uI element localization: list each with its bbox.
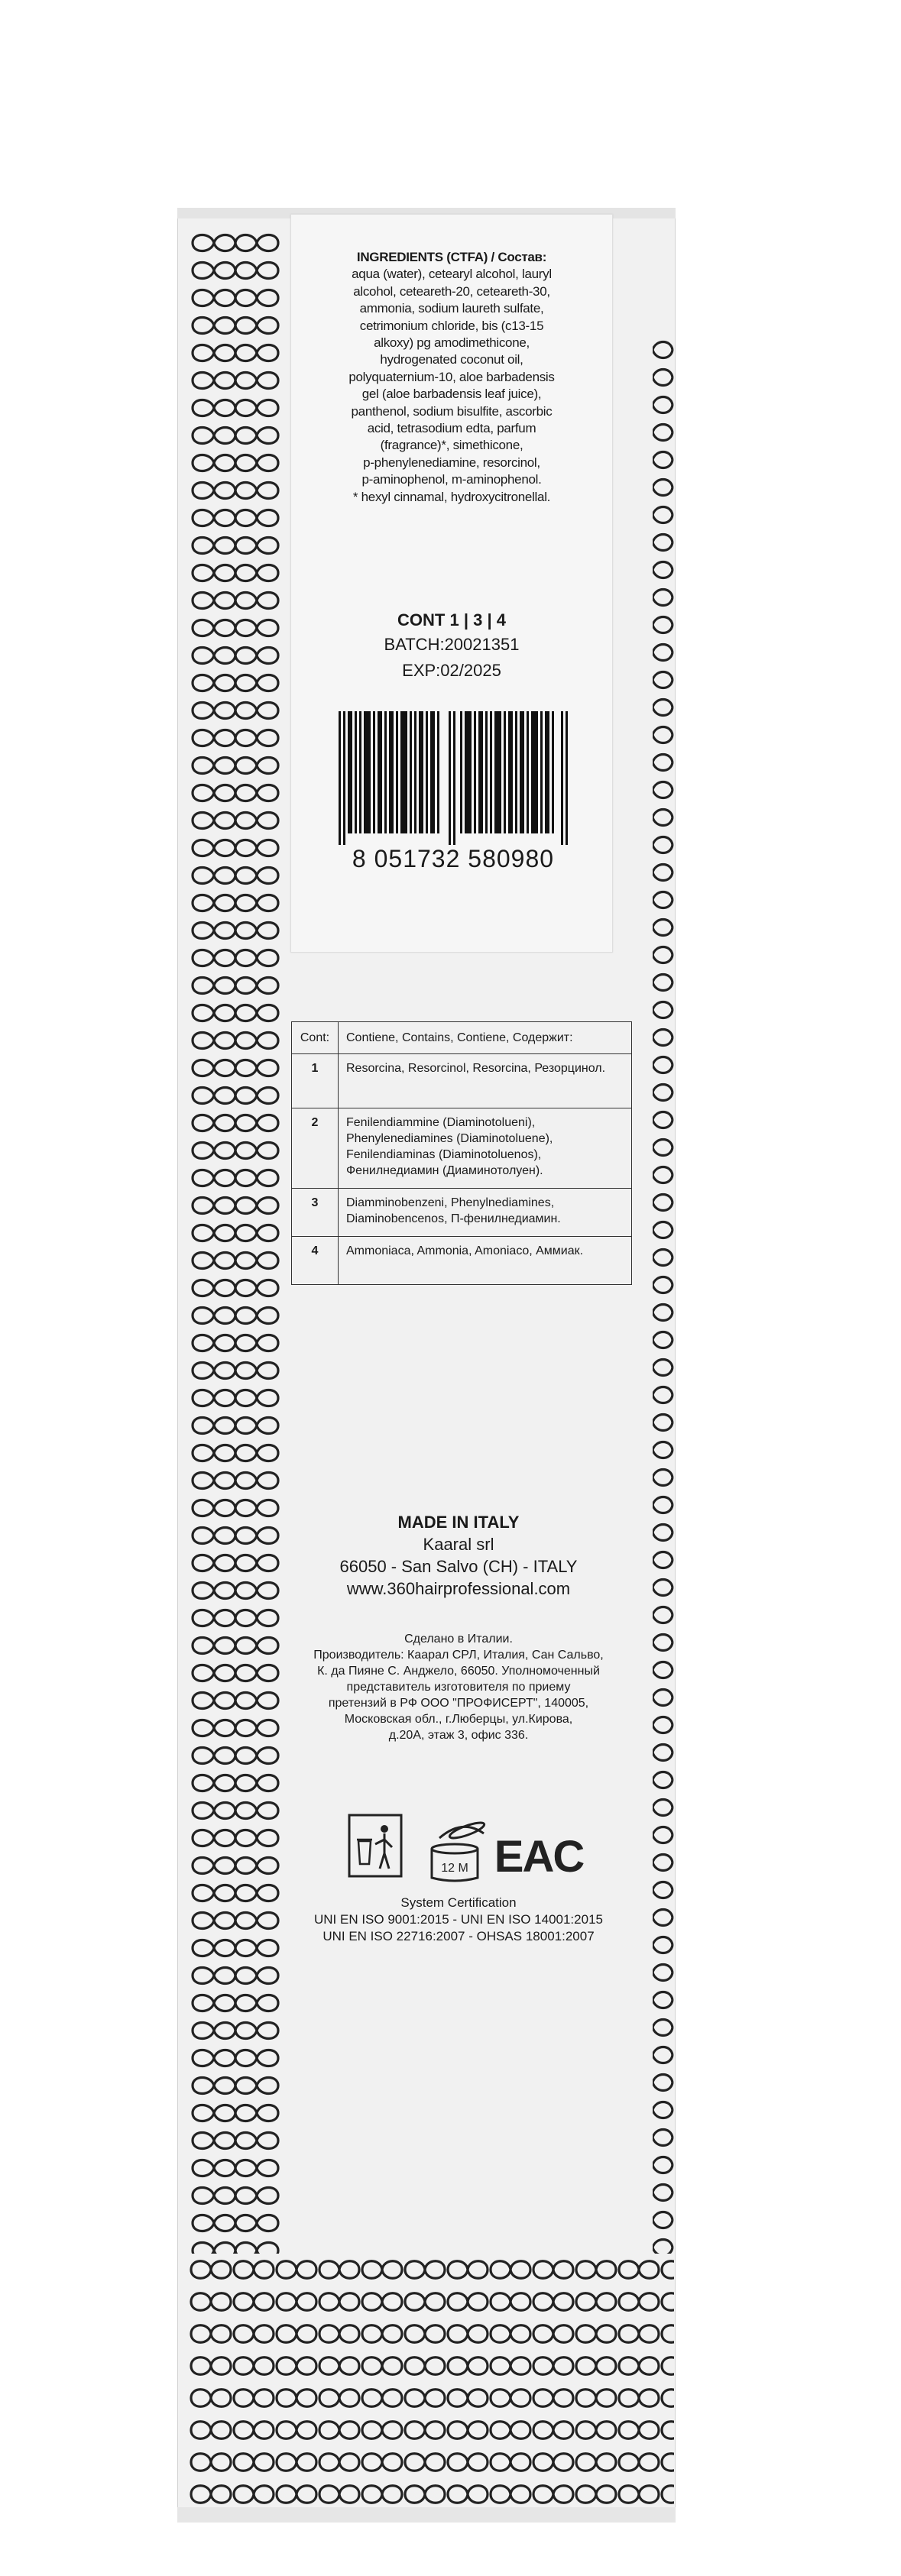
table-header-row: [292, 1022, 632, 1054]
company-website: www.360hairprofessional.com: [346, 1579, 571, 1598]
ingredients-line: p-phenylenediamine, resorcinol,: [363, 455, 540, 470]
ru-line: Сделано в Италии.: [404, 1633, 513, 1646]
symbols-row: [348, 1811, 592, 1887]
table-header-contains: Contiene, Contains, Contiene, Содержит:: [339, 1022, 632, 1054]
certification-line: UNI EN ISO 22716:2007 - OHSAS 18001:2007: [322, 1929, 595, 1943]
row-text: Fenilendiammine (Diaminotolueni), Phenylenediamines (Diaminotoluene), Fenilendiaminas (Diaminotoluenos), Фенилнедиамин (Диаминотолуен).: [339, 1108, 632, 1189]
table-row: [292, 1108, 632, 1189]
trash-bin-person-icon: [349, 1815, 401, 1876]
ru-line: представитель изготовителя по приему: [346, 1681, 571, 1694]
right-loop-pattern: [653, 336, 674, 2254]
row-number: 4: [292, 1237, 339, 1285]
row-text: Ammoniaca, Ammonia, Amoniaco, Аммиак.: [339, 1237, 632, 1285]
ingredient-label: [290, 214, 613, 953]
batch-number: BATCH:20021351: [384, 635, 520, 654]
ru-line: претензий в РФ ООО "ПРОФИСЕРТ", 140005,: [328, 1697, 589, 1710]
ingredients-line: hydrogenated coconut oil,: [380, 352, 523, 367]
contains-table: [291, 1021, 632, 1285]
table-row: [292, 1054, 632, 1108]
bottom-loop-pattern: [190, 2254, 674, 2506]
company-address: 66050 - San Salvo (CH) - ITALY: [339, 1557, 578, 1576]
manufacturer-block: [290, 1511, 627, 1600]
certification-block: [283, 1895, 634, 1945]
made-in: MADE IN ITALY: [397, 1513, 520, 1532]
russian-importer-block: [290, 1631, 627, 1743]
ingredients-line: aqua (water), cetearyl alcohol, lauryl: [352, 267, 552, 282]
ingredients-line: alcohol, ceteareth-20, ceteareth-30,: [353, 283, 550, 299]
ingredients-block: [306, 249, 597, 506]
ingredients-line: * hexyl cinnamal, hydroxycitronellal.: [352, 489, 551, 504]
ru-line: д.20А, этаж 3, офис 336.: [388, 1729, 529, 1742]
pao-label: 12 M: [441, 1862, 468, 1875]
certification-line: UNI EN ISO 9001:2015 - UNI EN ISO 14001:2015: [314, 1912, 603, 1927]
table-row: [292, 1189, 632, 1237]
ingredients-line: (fragrance)*, simethicone,: [380, 438, 523, 453]
row-number: 2: [292, 1108, 339, 1189]
cont-code: CONT 1 | 3 | 4: [397, 610, 506, 629]
box-bottom-edge: [177, 2507, 676, 2523]
left-loop-pattern: [190, 229, 281, 2254]
eac-mark: EAC: [494, 1832, 584, 1882]
row-text: Diamminobenzeni, Phenylnediamines, Diaminobencenos, П-фенилнедиамин.: [339, 1189, 632, 1237]
ingredients-line: cetrimonium chloride, bis (c13-15: [359, 318, 544, 333]
ingredients-line: p-aminophenol, m-aminophenol.: [361, 472, 542, 487]
barcode-number: 8 051732 580980: [352, 845, 555, 872]
ingredients-line: gel (aloe barbadensis leaf juice),: [361, 387, 542, 402]
table-row: [292, 1237, 632, 1285]
expiry-date: EXP:02/2025: [402, 661, 501, 680]
ingredients-line: polyquaternium-10, aloe barbadensis: [348, 369, 555, 384]
ingredients-line: panthenol, sodium bisulfite, ascorbic: [351, 403, 553, 419]
ingredients-line: alkoxy) pg amodimethicone,: [374, 335, 530, 351]
ingredients-title: INGREDIENTS (CTFA) / Состав:: [356, 250, 547, 264]
row-text: Resorcina, Resorcinol, Resorcina, Резорцинол.: [339, 1054, 632, 1108]
row-number: 1: [292, 1054, 339, 1108]
ru-line: Московская обл., г.Люберцы, ул.Кирова,: [344, 1713, 573, 1726]
ingredients-line: ammonia, sodium laureth sulfate,: [359, 301, 544, 316]
company-name: Kaaral srl: [423, 1535, 494, 1554]
certification-title: System Certification: [400, 1895, 517, 1910]
barcode: [339, 711, 568, 845]
ingredients-line: acid, tetrasodium edta, parfum: [367, 421, 536, 436]
ru-line: К. да Пияне С. Анджело, 66050. Уполномоченный: [317, 1665, 600, 1678]
ru-line: Производитель: Каарал СРЛ, Италия, Сан Сальво,: [313, 1649, 604, 1662]
row-number: 3: [292, 1189, 339, 1237]
table-header-cont: Cont:: [292, 1022, 339, 1054]
